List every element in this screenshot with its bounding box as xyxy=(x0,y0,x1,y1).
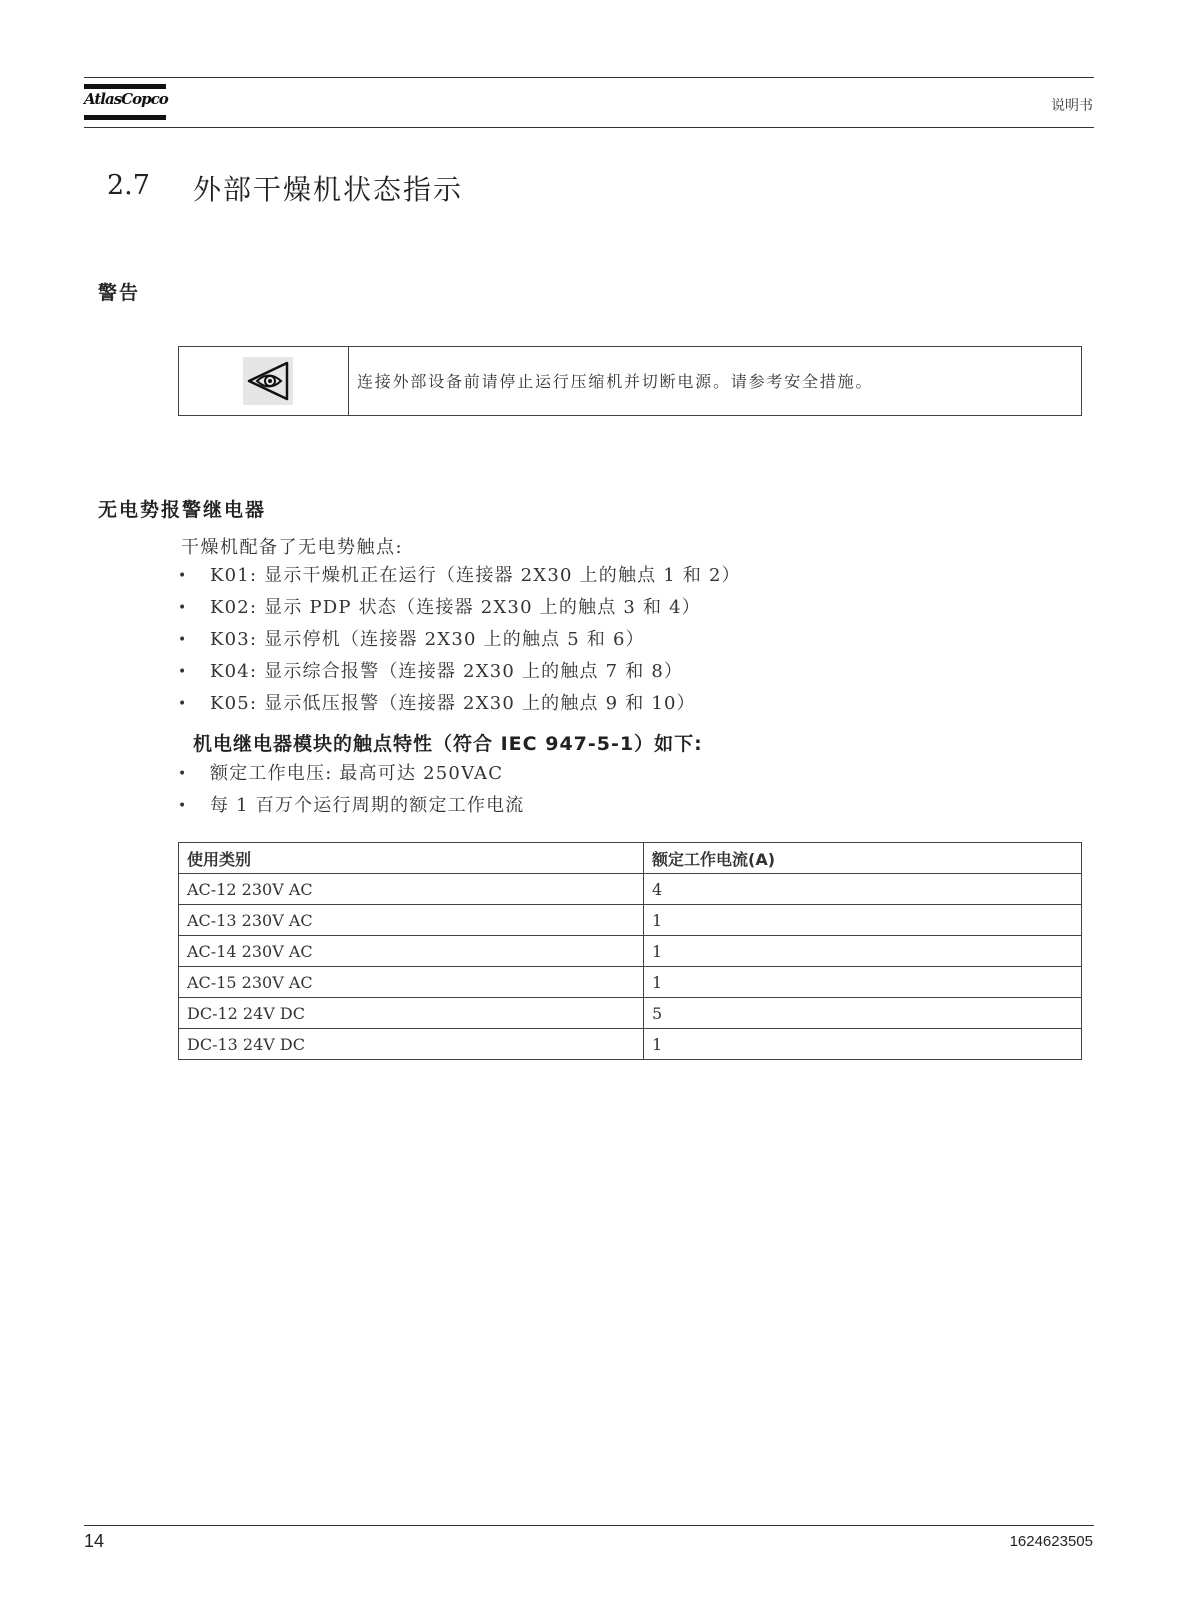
footer-rule xyxy=(84,1525,1094,1526)
relay-intro: 干燥机配备了无电势触点: xyxy=(181,537,404,558)
list-item-text: K02: 显示 PDP 状态（连接器 2X30 上的触点 3 和 4） xyxy=(210,597,701,618)
table-header-row xyxy=(179,843,1082,874)
table-row xyxy=(179,1029,1082,1060)
warning-icon-cell xyxy=(179,347,349,415)
table-row xyxy=(179,936,1082,967)
table-cell: 1 xyxy=(644,1029,1082,1060)
table-cell: AC-12 230V AC xyxy=(179,874,644,905)
table-cell: 1 xyxy=(644,967,1082,998)
section-title: 外部干燥机状态指示 xyxy=(193,173,464,206)
table-cell: 1 xyxy=(644,905,1082,936)
document-type-label: 说明书 xyxy=(1051,98,1093,114)
table-cell: AC-15 230V AC xyxy=(179,967,644,998)
warning-text: 连接外部设备前请停止运行压缩机并切断电源。请参考安全措施。 xyxy=(357,372,874,391)
read-manual-eye-icon xyxy=(243,357,293,405)
document-number: 1624623505 xyxy=(1009,1533,1093,1550)
table-cell: AC-14 230V AC xyxy=(179,936,644,967)
logo-bar-bottom xyxy=(84,115,166,120)
bullet-icon: • xyxy=(178,766,188,782)
table-cell: AC-13 230V AC xyxy=(179,905,644,936)
list-item-text: K04: 显示综合报警（连接器 2X30 上的触点 7 和 8） xyxy=(210,661,684,682)
bullet-icon: • xyxy=(178,600,188,616)
table-cell: DC-13 24V DC xyxy=(179,1029,644,1060)
relay-heading: 无电势报警继电器 xyxy=(98,499,267,521)
table-row xyxy=(179,967,1082,998)
bullet-icon: • xyxy=(178,664,188,680)
table-row xyxy=(179,874,1082,905)
bullet-icon: • xyxy=(178,798,188,814)
list-item-text: K05: 显示低压报警（连接器 2X30 上的触点 9 和 10） xyxy=(210,693,696,714)
list-item-text: K03: 显示停机（连接器 2X30 上的触点 5 和 6） xyxy=(210,629,645,650)
header-bottom-rule xyxy=(84,127,1094,128)
rated-current-table xyxy=(178,842,1082,1060)
warning-box xyxy=(178,346,1082,416)
contact-characteristics-heading: 机电继电器模块的触点特性（符合 IEC 947-5-1）如下: xyxy=(193,733,703,755)
logo-bar-top xyxy=(84,84,166,89)
list-item-text: 每 1 百万个运行周期的额定工作电流 xyxy=(210,795,525,816)
table-cell: DC-12 24V DC xyxy=(179,998,644,1029)
table-row xyxy=(179,998,1082,1029)
bullet-icon: • xyxy=(178,568,188,584)
list-item-text: 额定工作电压: 最高可达 250VAC xyxy=(210,763,504,784)
column-header-current: 额定工作电流(A) xyxy=(644,843,1082,874)
logo-text: AtlasCopco xyxy=(84,90,168,108)
header-top-rule xyxy=(84,77,1094,78)
table-cell: 5 xyxy=(644,998,1082,1029)
warning-heading: 警告 xyxy=(98,282,141,304)
list-item-text: K01: 显示干燥机正在运行（连接器 2X30 上的触点 1 和 2） xyxy=(210,565,741,586)
table-cell: 4 xyxy=(644,874,1082,905)
table-row xyxy=(179,905,1082,936)
section-number: 2.7 xyxy=(107,170,150,201)
atlas-copco-logo xyxy=(84,82,166,124)
column-header-category: 使用类别 xyxy=(179,843,644,874)
page-number: 14 xyxy=(84,1531,105,1551)
table-cell: 1 xyxy=(644,936,1082,967)
bullet-icon: • xyxy=(178,632,188,648)
bullet-icon: • xyxy=(178,696,188,712)
